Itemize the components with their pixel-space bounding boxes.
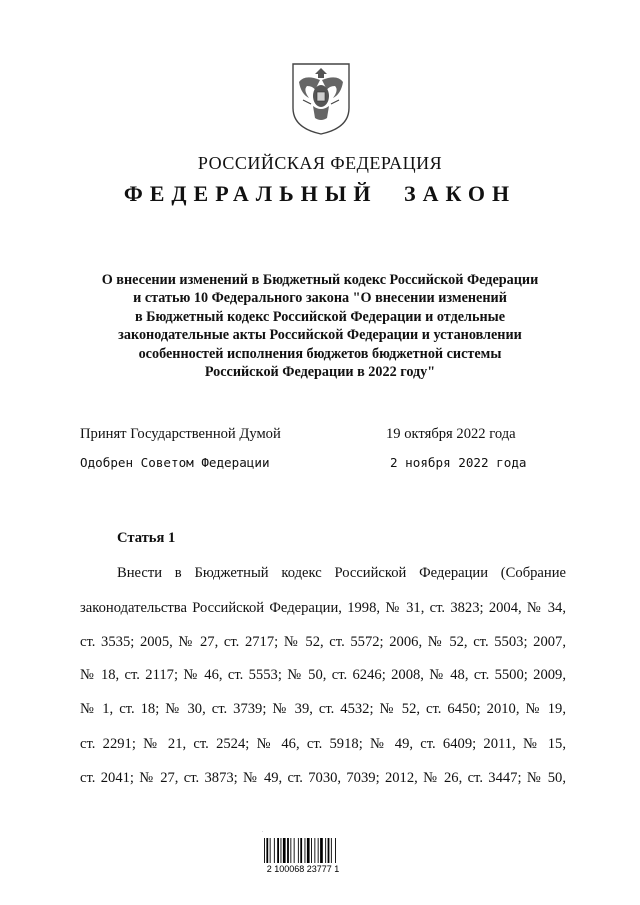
barcode-number: 2 100068 23777 1	[266, 864, 340, 874]
adoption-body: Одобрен Советом Федерации	[80, 455, 270, 470]
svg-text:.: .	[262, 828, 264, 833]
law-heading-line: законодательные акты Российской Федерации и установлении	[118, 327, 522, 344]
law-heading-line: Российской Федерации в 2022 году"	[204, 364, 436, 381]
article-text-line: ст. 3535; 2005, № 27, ст. 2717; № 52, ст. 5572; 2006, № 52, ст. 5503; 2007,	[80, 634, 566, 650]
law-heading-line: О внесении изменений в Бюджетный кодекс Российской Федерации	[101, 272, 539, 288]
law-heading-line: в Бюджетный кодекс Российской Федерации и отдельные	[134, 308, 506, 325]
law-heading-line: особенностей исполнения бюджетов бюджетной системы	[138, 345, 502, 362]
adoption-duma-row	[80, 426, 560, 448]
country-name: РОССИЙСКАЯ ФЕДЕРАЦИЯ	[197, 153, 443, 173]
article-text-line: № 18, ст. 2117; № 46, ст. 5553; № 50, ст. 6246; 2008, № 48, ст. 5500; 2009,	[80, 667, 566, 683]
article-text-line: ст. 2291; № 21, ст. 2524; № 46, ст. 5918; № 49, ст. 6409; 2011, № 15,	[80, 736, 566, 752]
adoption-date: 2 ноября 2022 года	[390, 455, 527, 470]
coat-of-arms-emblem	[289, 60, 353, 136]
article-title: Статья 1	[117, 530, 176, 546]
adoption-body: Принят Государственной Думой	[80, 426, 281, 442]
law-type-title: ФЕДЕРАЛЬНЫЙ ЗАКОН	[123, 181, 517, 206]
adoption-council-row	[80, 455, 560, 477]
law-heading-line: и статью 10 Федерального закона "О внесении изменений	[133, 290, 507, 307]
article-text-line: ст. 2041; № 27, ст. 3873; № 49, ст. 7030, 7039; 2012, № 26, ст. 3447; № 50,	[80, 770, 566, 786]
adoption-date: 19 октября 2022 года	[386, 426, 516, 442]
article-text-line: № 1, ст. 18; № 30, ст. 3739; № 39, ст. 4532; № 52, ст. 6450; 2010, № 19,	[80, 701, 566, 717]
article-text-line: законодательства Российской Федерации, 1998, № 31, ст. 3823; 2004, № 34,	[80, 600, 566, 616]
document-barcode	[258, 828, 348, 888]
article-text-line: Внести в Бюджетный кодекс Российской Федерации (Собрание	[117, 565, 566, 581]
law-heading	[70, 271, 570, 381]
